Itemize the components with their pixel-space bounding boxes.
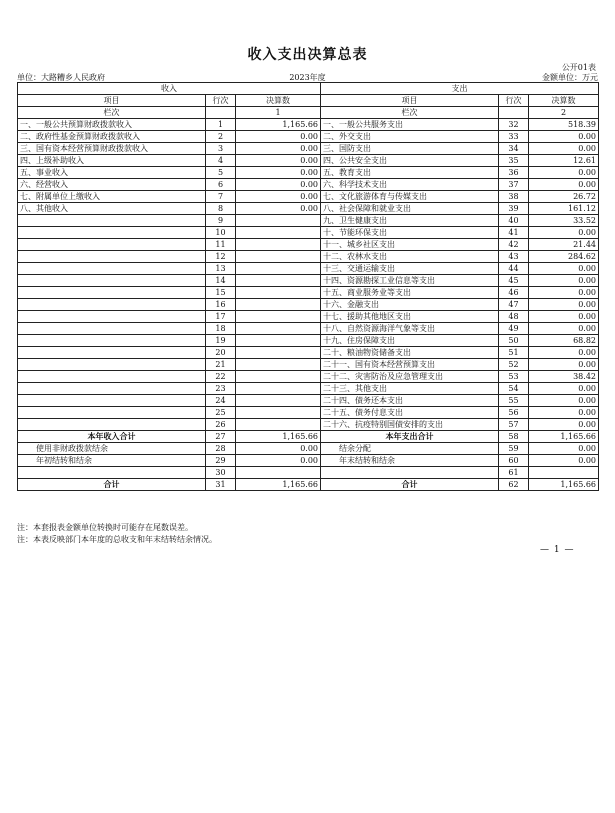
income-item: 七、附属单位上缴收入 — [18, 191, 206, 203]
expense-amount: 0.00 — [529, 179, 599, 191]
income-row-number: 24 — [206, 395, 236, 407]
income-amount — [236, 275, 321, 287]
income-item — [18, 347, 206, 359]
income-amount — [236, 419, 321, 431]
income-item — [18, 419, 206, 431]
income-amount — [236, 371, 321, 383]
expense-row-number: 48 — [499, 311, 529, 323]
expense-item: 十四、资源勘探工业信息等支出 — [321, 275, 499, 287]
income-item — [18, 275, 206, 287]
income-item — [18, 467, 206, 479]
income-item: 使用非财政拨款结余 — [18, 443, 206, 455]
income-amount: 0.00 — [236, 443, 321, 455]
expense-amount: 0.00 — [529, 395, 599, 407]
expense-amount-header: 决算数 — [529, 95, 599, 107]
income-row-number: 12 — [206, 251, 236, 263]
income-rowno-header: 行次 — [206, 95, 236, 107]
expense-amount — [529, 467, 599, 479]
income-amount — [236, 323, 321, 335]
expense-row-number: 36 — [499, 167, 529, 179]
expense-row-number: 44 — [499, 263, 529, 275]
income-item — [18, 383, 206, 395]
expense-amount: 0.00 — [529, 299, 599, 311]
expense-amount: 68.82 — [529, 335, 599, 347]
expense-amount: 0.00 — [529, 263, 599, 275]
table-row — [18, 395, 599, 407]
income-row-number: 3 — [206, 143, 236, 155]
income-row-number: 25 — [206, 407, 236, 419]
table-row — [18, 191, 599, 203]
expense-row-number: 49 — [499, 323, 529, 335]
expense-row-number: 32 — [499, 119, 529, 131]
table-row — [18, 359, 599, 371]
expense-item: 十八、自然资源海洋气象等支出 — [321, 323, 499, 335]
income-row-number: 20 — [206, 347, 236, 359]
income-amount: 0.00 — [236, 167, 321, 179]
table-row — [18, 323, 599, 335]
income-row-number: 29 — [206, 455, 236, 467]
expense-row-number: 52 — [499, 359, 529, 371]
expense-item: 十七、援助其他地区支出 — [321, 311, 499, 323]
table-row — [18, 215, 599, 227]
income-expense-table — [17, 82, 599, 491]
income-item — [18, 299, 206, 311]
expense-item: 十六、金融支出 — [321, 299, 499, 311]
expense-amount: 33.52 — [529, 215, 599, 227]
expense-item-header: 项目 — [321, 95, 499, 107]
table-row — [18, 143, 599, 155]
income-amount — [236, 227, 321, 239]
total-row — [18, 431, 599, 443]
income-row-number: 16 — [206, 299, 236, 311]
table-row — [18, 311, 599, 323]
expense-amount: 0.00 — [529, 131, 599, 143]
expense-item: 三、国防支出 — [321, 143, 499, 155]
income-amount — [236, 347, 321, 359]
expense-rowno-header: 行次 — [499, 95, 529, 107]
income-amount — [236, 251, 321, 263]
income-item — [18, 287, 206, 299]
income-item: 年初结转和结余 — [18, 455, 206, 467]
income-item — [18, 311, 206, 323]
expense-row-number: 57 — [499, 419, 529, 431]
table-row — [18, 239, 599, 251]
expense-amount: 21.44 — [529, 239, 599, 251]
income-row-number: 4 — [206, 155, 236, 167]
expense-row-number: 61 — [499, 467, 529, 479]
note-line: 注：本表反映部门本年度的总收支和年末结转结余情况。 — [17, 535, 217, 544]
income-amount — [236, 263, 321, 275]
expense-amount: 26.72 — [529, 191, 599, 203]
expense-item: 十、节能环保支出 — [321, 227, 499, 239]
income-item — [18, 251, 206, 263]
expense-row-number: 51 — [499, 347, 529, 359]
expense-item: 七、文化旅游体育与传媒支出 — [321, 191, 499, 203]
income-grand-total-row-number: 31 — [206, 479, 236, 491]
expense-row-number: 38 — [499, 191, 529, 203]
table-row — [18, 419, 599, 431]
income-amount — [236, 311, 321, 323]
income-row-number: 26 — [206, 419, 236, 431]
expense-item: 一、一般公共服务支出 — [321, 119, 499, 131]
expense-amount: 0.00 — [529, 143, 599, 155]
income-amount: 0.00 — [236, 131, 321, 143]
page-title: 收入支出决算总表 — [247, 47, 368, 63]
income-item: 一、一般公共预算财政拨款收入 — [18, 119, 206, 131]
income-row-number: 17 — [206, 311, 236, 323]
expense-row-number: 43 — [499, 251, 529, 263]
expense-amount: 0.00 — [529, 287, 599, 299]
income-amount: 0.00 — [236, 179, 321, 191]
income-amount — [236, 395, 321, 407]
expense-row-number: 46 — [499, 287, 529, 299]
expense-grand-total-label: 合计 — [321, 479, 499, 491]
year-label: 2023年度 — [289, 73, 326, 82]
expense-grand-total-row-number: 62 — [499, 479, 529, 491]
expense-amount: 161.12 — [529, 203, 599, 215]
income-row-number: 11 — [206, 239, 236, 251]
expense-amount: 0.00 — [529, 311, 599, 323]
income-item: 八、其他收入 — [18, 203, 206, 215]
expense-row-number: 39 — [499, 203, 529, 215]
income-amount — [236, 287, 321, 299]
table-row — [18, 347, 599, 359]
expense-amount: 0.00 — [529, 359, 599, 371]
expense-row-number: 35 — [499, 155, 529, 167]
column-number-row — [18, 107, 599, 119]
income-amount: 0.00 — [236, 143, 321, 155]
blank-cell — [206, 107, 236, 119]
income-row-number: 23 — [206, 383, 236, 395]
expense-item: 十三、交通运输支出 — [321, 263, 499, 275]
income-row-number: 15 — [206, 287, 236, 299]
expense-amount: 284.62 — [529, 251, 599, 263]
expense-total-amount: 1,165.66 — [529, 431, 599, 443]
income-grand-total-label: 合计 — [18, 479, 206, 491]
expense-row-number: 53 — [499, 371, 529, 383]
expense-total-row-number: 58 — [499, 431, 529, 443]
expense-amount: 0.00 — [529, 167, 599, 179]
expense-amount: 0.00 — [529, 227, 599, 239]
income-row-number: 22 — [206, 371, 236, 383]
unit-label: 单位：大路糟乡人民政府 — [17, 73, 105, 82]
income-item — [18, 407, 206, 419]
table-row — [18, 275, 599, 287]
expense-item — [321, 467, 499, 479]
expense-item: 八、社会保障和就业支出 — [321, 203, 499, 215]
expense-row-number: 45 — [499, 275, 529, 287]
expense-col-number: 2 — [529, 107, 599, 119]
income-amount: 0.00 — [236, 455, 321, 467]
expense-amount: 38.42 — [529, 371, 599, 383]
table-row — [18, 167, 599, 179]
income-item — [18, 323, 206, 335]
income-row-number: 1 — [206, 119, 236, 131]
income-amount — [236, 383, 321, 395]
income-row-number: 14 — [206, 275, 236, 287]
table-row — [18, 383, 599, 395]
notes — [17, 522, 217, 546]
table-row — [18, 455, 599, 467]
income-amount: 0.00 — [236, 155, 321, 167]
income-item — [18, 239, 206, 251]
income-item — [18, 335, 206, 347]
income-total-label: 本年收入合计 — [18, 431, 206, 443]
table-row — [18, 131, 599, 143]
table-row — [18, 371, 599, 383]
expense-row-number: 50 — [499, 335, 529, 347]
expense-row-number: 60 — [499, 455, 529, 467]
income-item — [18, 215, 206, 227]
expense-item: 九、卫生健康支出 — [321, 215, 499, 227]
expense-item: 六、科学技术支出 — [321, 179, 499, 191]
income-amount — [236, 467, 321, 479]
income-grand-total-amount: 1,165.66 — [236, 479, 321, 491]
expense-row-number: 37 — [499, 179, 529, 191]
income-row-number: 13 — [206, 263, 236, 275]
expense-item: 二十六、抗疫特别国债安排的支出 — [321, 419, 499, 431]
income-section-header: 收入 — [18, 83, 321, 95]
expense-item: 四、公共安全支出 — [321, 155, 499, 167]
expense-amount: 0.00 — [529, 443, 599, 455]
expense-row-number: 56 — [499, 407, 529, 419]
income-total-amount: 1,165.66 — [236, 431, 321, 443]
table-row — [18, 299, 599, 311]
income-row-number: 8 — [206, 203, 236, 215]
table-row — [18, 203, 599, 215]
income-amount-header: 决算数 — [236, 95, 321, 107]
expense-row-number: 40 — [499, 215, 529, 227]
expense-amount: 0.00 — [529, 455, 599, 467]
blank-cell — [499, 107, 529, 119]
income-amount — [236, 239, 321, 251]
income-col-label: 栏次 — [18, 107, 206, 119]
income-total-row-number: 27 — [206, 431, 236, 443]
expense-item: 二十二、灾害防治及应急管理支出 — [321, 371, 499, 383]
income-amount: 0.00 — [236, 203, 321, 215]
table-row — [18, 287, 599, 299]
expense-item: 五、教育支出 — [321, 167, 499, 179]
expense-item: 十二、农林水支出 — [321, 251, 499, 263]
expense-item: 十九、住房保障支出 — [321, 335, 499, 347]
income-item — [18, 371, 206, 383]
income-item: 三、国有资本经营预算财政拨款收入 — [18, 143, 206, 155]
expense-item: 二十一、国有资本经营预算支出 — [321, 359, 499, 371]
table-row — [18, 335, 599, 347]
table-row — [18, 179, 599, 191]
form-number: 公开01表 — [561, 63, 596, 72]
income-row-number: 6 — [206, 179, 236, 191]
expense-item: 二、外交支出 — [321, 131, 499, 143]
expense-amount: 518.39 — [529, 119, 599, 131]
table-row — [18, 407, 599, 419]
income-amount — [236, 407, 321, 419]
expense-item: 二十、粮油物资储备支出 — [321, 347, 499, 359]
income-amount — [236, 215, 321, 227]
column-header-row — [18, 95, 599, 107]
table-row — [18, 227, 599, 239]
expense-grand-total-amount: 1,165.66 — [529, 479, 599, 491]
expense-col-label: 栏次 — [321, 107, 499, 119]
expense-row-number: 55 — [499, 395, 529, 407]
income-amount — [236, 335, 321, 347]
table-row — [18, 119, 599, 131]
income-amount: 0.00 — [236, 191, 321, 203]
expense-row-number: 33 — [499, 131, 529, 143]
table-row — [18, 263, 599, 275]
expense-item: 年末结转和结余 — [321, 455, 499, 467]
section-header-row — [18, 83, 599, 95]
amount-unit-label: 金额单位：万元 — [542, 73, 598, 82]
expense-row-number: 59 — [499, 443, 529, 455]
expense-item: 十五、商业服务业等支出 — [321, 287, 499, 299]
income-amount — [236, 359, 321, 371]
income-row-number: 19 — [206, 335, 236, 347]
income-row-number: 5 — [206, 167, 236, 179]
income-row-number: 2 — [206, 131, 236, 143]
income-row-number: 21 — [206, 359, 236, 371]
page-number: — 1 — — [540, 545, 575, 555]
table-row — [18, 443, 599, 455]
expense-section-header: 支出 — [321, 83, 599, 95]
expense-item: 二十四、债务还本支出 — [321, 395, 499, 407]
income-amount — [236, 299, 321, 311]
income-amount: 1,165.66 — [236, 119, 321, 131]
income-item — [18, 395, 206, 407]
expense-item: 十一、城乡社区支出 — [321, 239, 499, 251]
expense-item: 结余分配 — [321, 443, 499, 455]
income-row-number: 9 — [206, 215, 236, 227]
expense-row-number: 47 — [499, 299, 529, 311]
expense-item: 二十五、债务付息支出 — [321, 407, 499, 419]
expense-amount: 0.00 — [529, 275, 599, 287]
income-item — [18, 263, 206, 275]
table-row — [18, 467, 599, 479]
expense-item: 二十三、其他支出 — [321, 383, 499, 395]
expense-row-number: 54 — [499, 383, 529, 395]
income-row-number: 7 — [206, 191, 236, 203]
income-row-number: 30 — [206, 467, 236, 479]
income-item: 五、事业收入 — [18, 167, 206, 179]
income-row-number: 28 — [206, 443, 236, 455]
income-row-number: 18 — [206, 323, 236, 335]
table-row — [18, 155, 599, 167]
income-item: 四、上级补助收入 — [18, 155, 206, 167]
expense-amount: 0.00 — [529, 419, 599, 431]
expense-row-number: 41 — [499, 227, 529, 239]
expense-row-number: 42 — [499, 239, 529, 251]
income-item: 二、政府性基金预算财政拨款收入 — [18, 131, 206, 143]
income-item-header: 项目 — [18, 95, 206, 107]
income-col-number: 1 — [236, 107, 321, 119]
note-line: 注：本套报表金额单位转换时可能存在尾数误差。 — [17, 523, 193, 532]
income-item — [18, 359, 206, 371]
expense-amount: 0.00 — [529, 347, 599, 359]
expense-total-label: 本年支出合计 — [321, 431, 499, 443]
grand-total-row — [18, 479, 599, 491]
meta-row — [17, 72, 598, 82]
income-row-number: 10 — [206, 227, 236, 239]
expense-amount: 0.00 — [529, 383, 599, 395]
table-row — [18, 251, 599, 263]
expense-amount: 0.00 — [529, 407, 599, 419]
expense-amount: 12.61 — [529, 155, 599, 167]
expense-row-number: 34 — [499, 143, 529, 155]
expense-amount: 0.00 — [529, 323, 599, 335]
income-item: 六、经营收入 — [18, 179, 206, 191]
income-item — [18, 227, 206, 239]
